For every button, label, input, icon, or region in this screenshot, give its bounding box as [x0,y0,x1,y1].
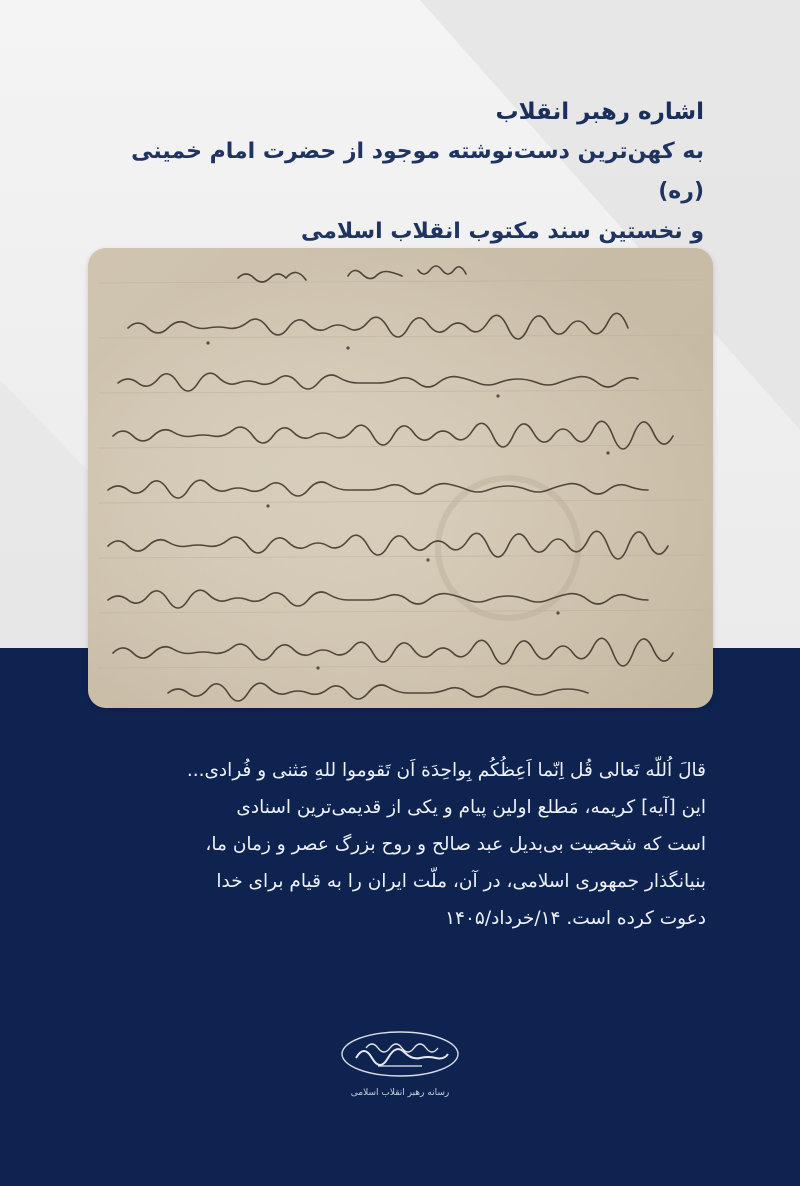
body-line-5: دعوت کرده است. ۱۴/خرداد/۱۴۰۵ [445,908,706,929]
heading-subtitle-1: به کهن‌ترین دست‌نوشته موجود از حضرت امام خمینی (ره) [131,139,704,204]
heading-block [84,92,704,252]
leader-media-logo [330,1028,470,1118]
body-line-3: است که شخصیت بی‌بدیل عبد صالح و روح بزرگ عصر و زمان ما، [205,834,706,855]
heading-subtitle-2: و نخستین سند مکتوب انقلاب اسلامی [300,219,704,244]
calligraphy-emblem-icon [338,1028,462,1080]
manuscript-drawing [88,248,713,708]
body-line-2: این [آیه] کریمه، مَطلع اولین پیام و یکی از قدیمی‌ترین اسنادی [236,797,706,818]
logo-caption: رسانه رهبر انقلاب اسلامی [350,1088,450,1098]
body-line-1: قالَ اُللّه تَعالی قُل اِنّما اَعِظُکُم بِواحِدَة اَن تَقوموا للهِ مَثنی و فُرادی... [186,760,706,781]
body-text [88,752,706,937]
manuscript-image [88,248,713,708]
heading-title: اشاره رهبر انقلاب [495,99,704,125]
body-line-4: بنیانگذار جمهوری اسلامی، در آن، ملّت ایران را به قیام برای خدا [216,871,706,892]
